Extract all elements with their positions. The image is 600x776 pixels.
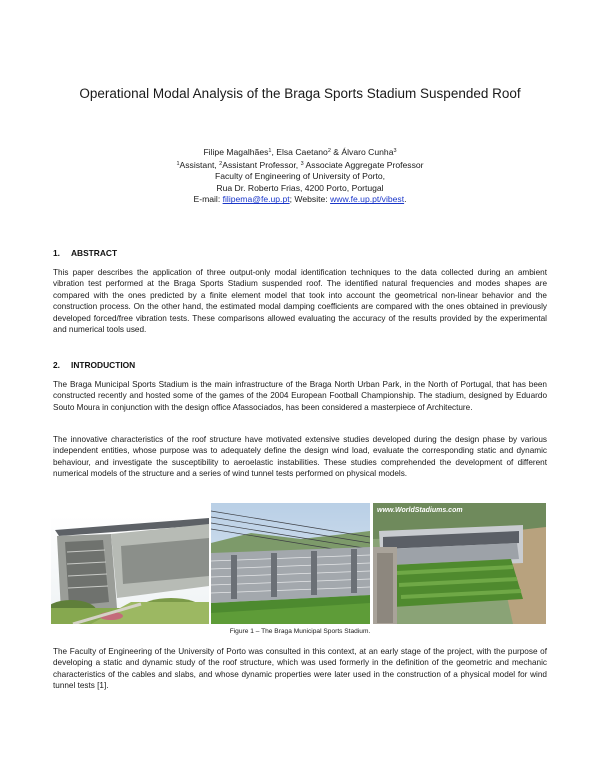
author-address: Rua Dr. Roberto Frias, 4200 Porto, Portugal bbox=[216, 182, 384, 193]
author-titles: $^1$Assistant, $^2$Assistant Professor, $^3$ Associate Aggregate Professor bbox=[176, 159, 424, 170]
stadium-photo-exterior bbox=[51, 516, 209, 624]
stadium-photo-aerial bbox=[373, 503, 546, 624]
section-heading-introduction: 2. INTRODUCTION bbox=[53, 360, 136, 370]
author-block bbox=[0, 146, 600, 206]
photo-watermark: www.WorldStadiums.com bbox=[377, 507, 463, 514]
author-names: Filipe Magalhães$^1$, Elsa Caetano$^2$ & Álvaro Cunha$^3$ bbox=[203, 147, 397, 157]
abstract-paragraph: This paper describes the application of three output-only modal identification techniques to the data collected during an ambient vibration test performed at the Braga Sports Stadium suspended roof. The identified natural frequencies and modes shapes are compared with the ones predicted by a finite element model that took into account the geometrical non-linear behavior and the construction process. On the other hand, the estimated modal damping coefficients are compared with the ones obtained in previously developed forced/free vibration tests. These comparisons allowed evaluating the accuracy of the results provided by the experimental and numerical tools used. bbox=[53, 268, 547, 335]
author-affiliation: Faculty of Engineering of University of Porto, bbox=[214, 171, 386, 182]
website-link[interactable]: www.fe.up.pt/vibest bbox=[330, 194, 405, 205]
intro-paragraph-3: The Faculty of Engineering of the University of Porto was consulted in this context, at an early stage of the project, with the purpose of developing a static and dynamic study of the roof structure, which was used formerly in the definition of the geometric and mechanic characteristics of the cables and slabs, and whose dynamic properties were later used in the construction of a physical model for wind tunnel tests [1]. bbox=[53, 647, 547, 691]
paper-title: Operational Modal Analysis of the Braga Sports Stadium Suspended Roof bbox=[79, 86, 521, 101]
author-contact: E-mail: filipema@fe.up.pt; Website: www.fe.up.pt/vibest. bbox=[193, 194, 407, 205]
section-heading-abstract: 1. ABSTRACT bbox=[53, 248, 118, 258]
intro-paragraph-1: The Braga Municipal Sports Stadium is the main infrastructure of the Braga North Urban Park, in the North of Portugal, that has been constructed recently and hosted some of the games of the 2004 European Football Championship. The stadium, designed by Eduardo Souto Moura in conjunction with the design office Afassociados, has been considered a masterpiece of Architecture. bbox=[53, 380, 547, 412]
stadium-photo-stands bbox=[211, 503, 370, 624]
intro-paragraph-2: The innovative characteristics of the roof structure have motivated extensive studies developed during the design phase by various independent entities, whose purpose was to adequately define the design wind load, evaluate the corresponding static and dynamic behaviour, and investigate the susceptibility to aeroelastic instabilities. These studies comprehended the development of different numerical models of the structure and a series of wind tunnel tests performed on physical models. bbox=[53, 435, 547, 479]
figure-caption: Figure 1 – The Braga Municipal Sports Stadium. bbox=[229, 628, 371, 635]
email-link[interactable]: filipema@fe.up.pt bbox=[222, 194, 290, 205]
